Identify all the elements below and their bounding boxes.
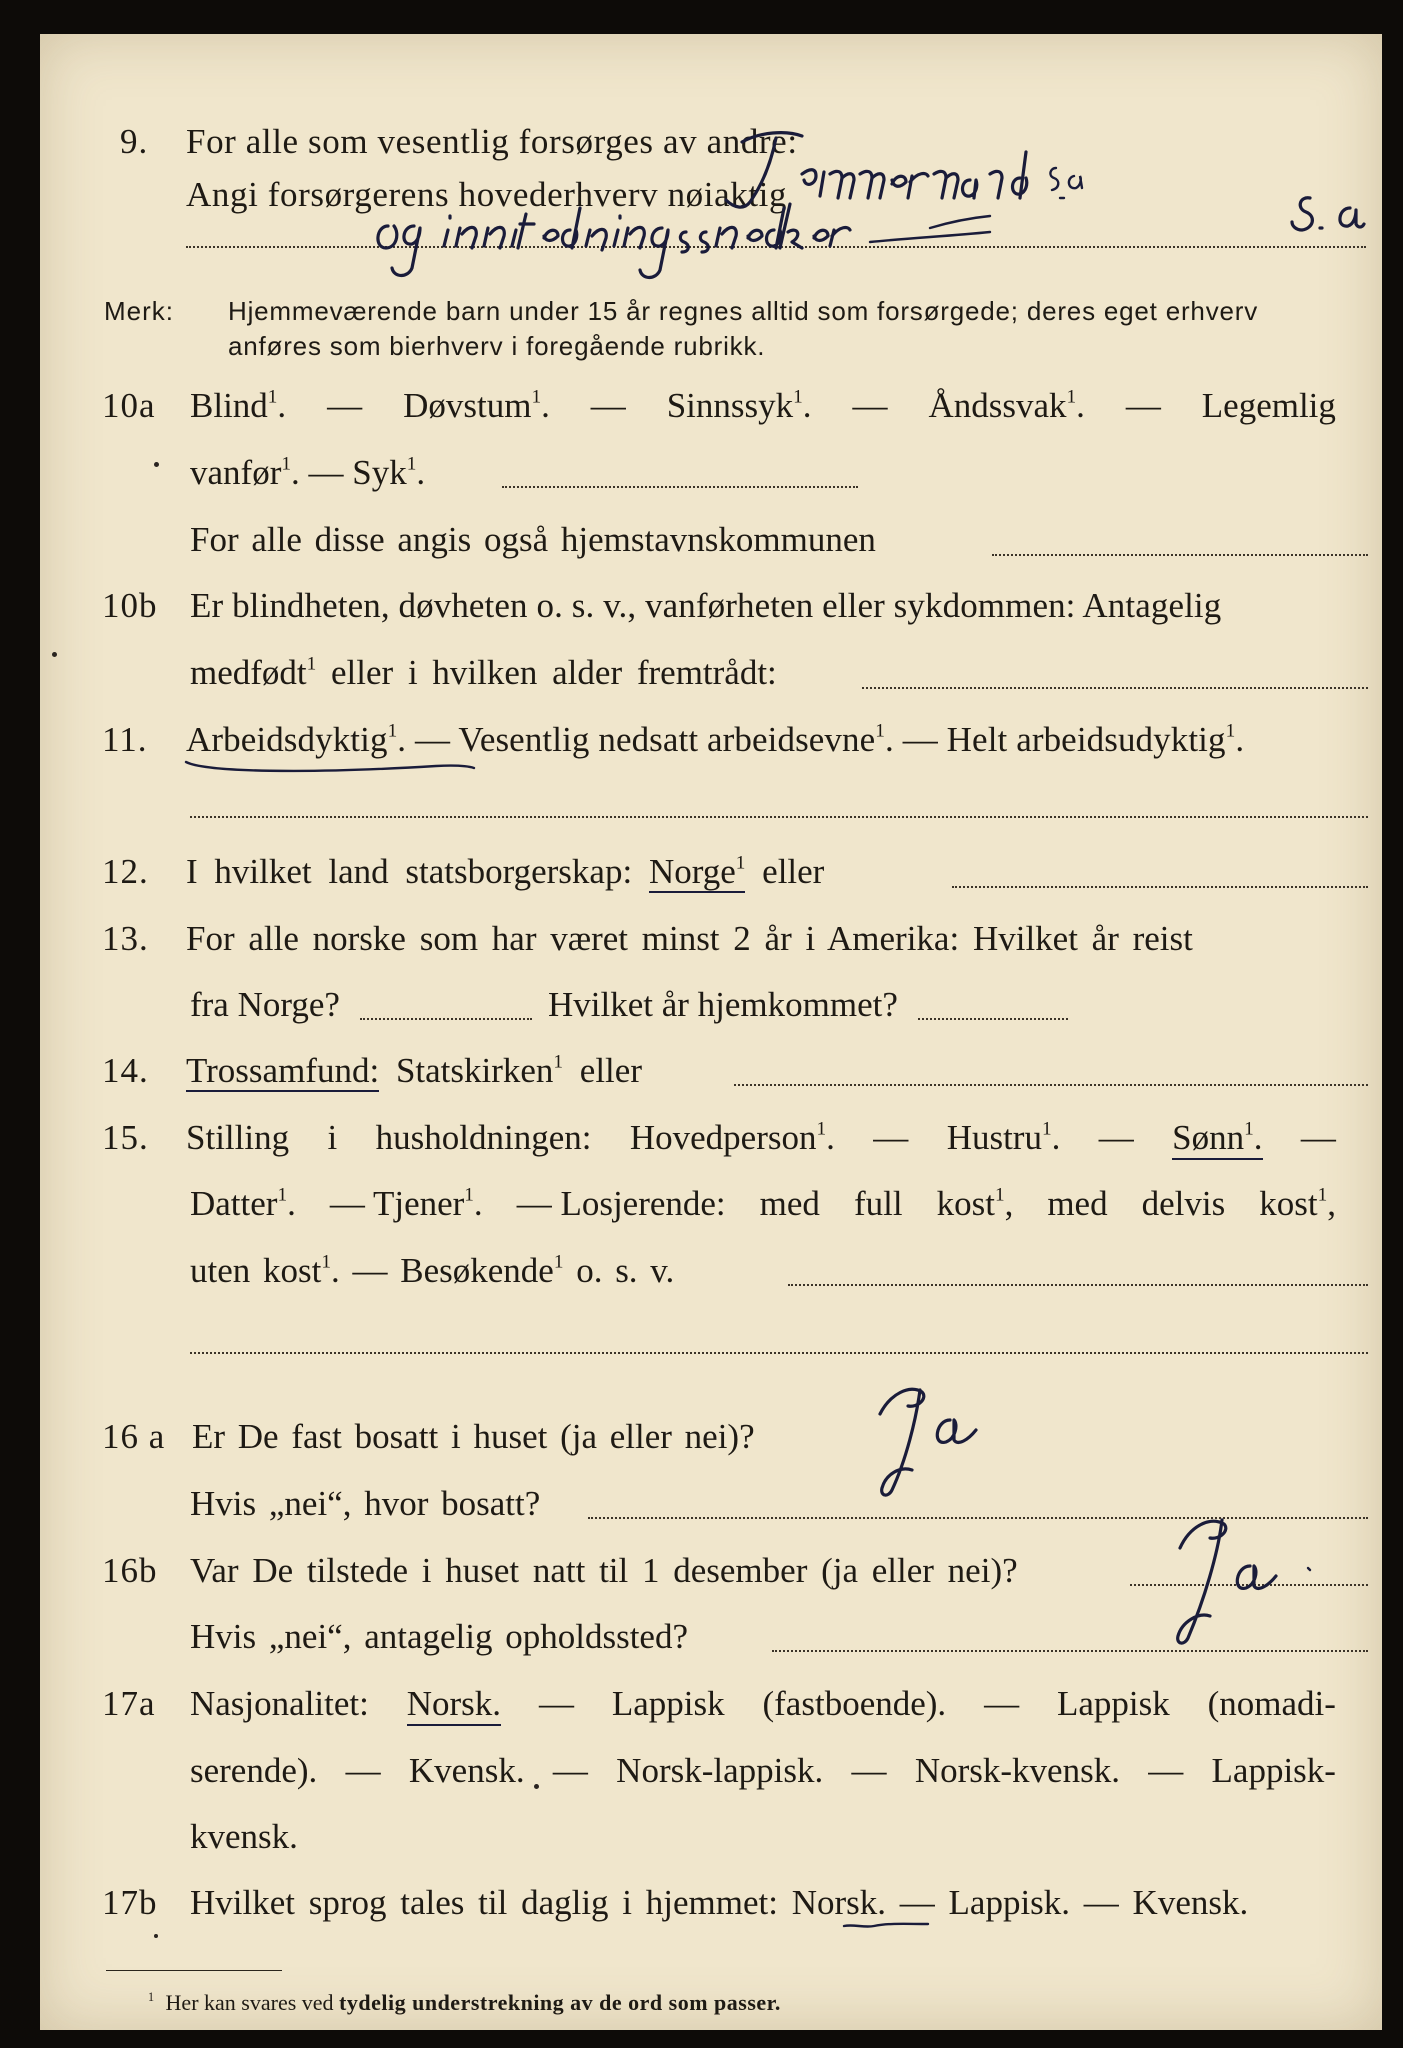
q10a-dovstum[interactable]: Døvstum$^1$.: [403, 386, 550, 425]
q17a-lappisk-kvensk-1[interactable]: Lappisk-: [1211, 1751, 1336, 1790]
q16b-line1: Var De tilstede i huset natt til 1 desember (ja eller nei)?: [190, 1551, 1018, 1590]
merk-line2: anføres som bierhverv i foregående rubrikk.: [228, 331, 766, 361]
q9-number: 9.: [120, 122, 149, 161]
q12-field[interactable]: [952, 886, 1368, 888]
q12-number: 12.: [102, 852, 149, 891]
q17b-number: 17b: [102, 1883, 158, 1922]
q10a-dash-3: —: [852, 386, 888, 425]
q10a-line2-field[interactable]: [502, 486, 858, 488]
q14-number: 14.: [102, 1051, 149, 1090]
q9-line1: For alle som vesentlig forsørges av andre:: [186, 122, 798, 161]
q17a-dash-6: —: [1148, 1751, 1184, 1790]
q11-nedsatt[interactable]: — Vesentlig nedsatt arbeidsevne$^1$.: [415, 720, 894, 759]
q17a-lappisk-1[interactable]: Lappisk: [611, 1684, 725, 1723]
q14-field[interactable]: [734, 1084, 1368, 1086]
q13-line2b: Hvilket år hjemkommet?: [548, 985, 898, 1024]
q17a-line3[interactable]: kvensk.: [190, 1817, 298, 1856]
q17a-number: 17a: [102, 1684, 156, 1723]
q14-line: [186, 1051, 642, 1091]
footnote-bold-text: tydelig understrekning av de ord som passer.: [339, 1990, 781, 2015]
q15-delvis: delvis: [1141, 1184, 1226, 1223]
ink-speck: [534, 1784, 539, 1789]
q16b-opholdssted-field[interactable]: [772, 1650, 1368, 1652]
q17a-kvensk[interactable]: Kvensk.: [408, 1751, 525, 1790]
q17b-question: Hvilket sprog tales til daglig i hjemmet:: [190, 1883, 778, 1922]
q16a-line2: Hvis „nei“, hvor bosatt?: [190, 1484, 541, 1523]
q10b-field[interactable]: [862, 687, 1368, 689]
q15-losjerende: — Losjerende:: [516, 1184, 726, 1223]
ink-speck: [154, 1934, 158, 1938]
q12-line: [186, 852, 824, 892]
q17a-dash-3: —: [345, 1751, 381, 1790]
q17a-norsk-kvensk[interactable]: Norsk-kvensk.: [914, 1751, 1120, 1790]
footnote-rule: [106, 1970, 282, 1971]
q10a-line3: For alle disse angis også hjemstavnskommunen: [190, 520, 876, 559]
q15-besokende[interactable]: — Besøkende$^1$: [352, 1251, 564, 1290]
q13-line1: For alle norske som har været minst 2 år i Amerika: Hvilket år reist: [186, 919, 1193, 958]
ink-speck: [52, 652, 57, 657]
q10a-dash-4: —: [1125, 386, 1161, 425]
q16a-number: 16 a: [102, 1417, 166, 1456]
q17a-lappisk-2[interactable]: Lappisk: [1056, 1684, 1170, 1723]
q10a-legemlig[interactable]: Legemlig: [1201, 386, 1336, 425]
q15-husholdningen: husholdningen:: [375, 1118, 592, 1157]
q10a-dash-2: —: [590, 386, 626, 425]
merk-line1: Hjemmeværende barn under 15 år regnes alltid som forsørgede; deres eget erhverv: [228, 296, 1259, 326]
q17a-nomadi: (nomadi-: [1207, 1684, 1336, 1723]
q15-med-1: med: [759, 1184, 820, 1223]
q10a-hjemstavn-field[interactable]: [992, 554, 1368, 556]
q15-full-kost[interactable]: kost$^1$,: [936, 1184, 1014, 1223]
footnote-text: Her kan svares ved: [165, 1990, 334, 2015]
q9-margin-note: [1280, 184, 1380, 249]
q15-full: full: [853, 1184, 903, 1223]
q17a-dash-2: —: [984, 1684, 1020, 1723]
q16b-number: 16b: [102, 1551, 158, 1590]
q12-eller: eller: [762, 852, 825, 891]
q15-med-2: med: [1047, 1184, 1108, 1223]
q11-line: [186, 720, 1244, 760]
q16a-line1: Er De fast bosatt i huset (ja eller nei)?: [192, 1417, 755, 1456]
q15-line2: [190, 1184, 1336, 1224]
q16b-handwritten-ja: [1120, 1484, 1320, 1669]
q15-blank-line[interactable]: [190, 1352, 1368, 1354]
q17a-dash-5: —: [851, 1751, 887, 1790]
q10a-line1: [190, 386, 1336, 426]
q12-norge[interactable]: Norge$^1$: [648, 852, 746, 891]
q17a-dash-4: —: [552, 1751, 588, 1790]
q17b-line: [190, 1883, 1248, 1923]
census-form-page: [40, 34, 1382, 2030]
q17a-norsk-lappisk[interactable]: Norsk-lappisk.: [616, 1751, 824, 1790]
q11-blank-line[interactable]: [190, 816, 1368, 818]
q15-osv: o. s. v.: [576, 1251, 675, 1290]
q10b-number: 10b: [102, 586, 158, 625]
q11-udyktig[interactable]: — Helt arbeidsudyktig$^1$.: [902, 720, 1245, 759]
q15-hovedperson[interactable]: Hovedperson$^1$.: [629, 1118, 835, 1157]
q15-i: i: [327, 1118, 338, 1157]
q10a-andssvak[interactable]: Åndssvak$^1$.: [928, 386, 1085, 425]
q13-hjemkommet-field[interactable]: [918, 1018, 1068, 1020]
q17a-line1: [190, 1684, 1336, 1726]
q17a-norsk[interactable]: Norsk.: [407, 1684, 501, 1726]
q15-datter[interactable]: Datter$^1$.: [190, 1184, 296, 1223]
q10a-blind[interactable]: Blind$^1$.: [190, 386, 287, 425]
ink-speck: [154, 462, 159, 467]
q10b-line1: Er blindheten, døvheten o. s. v., vanførheten eller sykdommen: Antagelig: [190, 586, 1222, 625]
merk-label: Merk:: [104, 296, 174, 326]
q15-sonn[interactable]: Sønn$^1$.: [1172, 1118, 1262, 1160]
q15-uten-kost[interactable]: uten kost$^1$.: [190, 1251, 340, 1290]
q15-line1: [186, 1118, 1336, 1160]
q9-line2: Angi forsørgerens hovederhverv nøiaktig: [186, 175, 788, 214]
q15-hustru[interactable]: Hustru$^1$.: [946, 1118, 1061, 1157]
q10a-sinnssyk[interactable]: Sinnssyk$^1$.: [666, 386, 812, 425]
q14-eller: eller: [579, 1051, 642, 1090]
q17a-serende: serende).: [190, 1751, 318, 1790]
q17b-norsk[interactable]: Norsk.: [791, 1883, 887, 1922]
q15-dash-3: —: [1300, 1118, 1336, 1157]
q9-answer-line[interactable]: [186, 246, 1366, 248]
q17a-line2: [190, 1751, 1336, 1791]
footnote-mark: 1: [148, 1989, 155, 2004]
q17a-nasjonalitet: Nasjonalitet:: [190, 1684, 369, 1723]
q15-number: 15.: [102, 1118, 149, 1157]
q14-statskirken[interactable]: Statskirken$^1$: [395, 1051, 564, 1090]
q11-arbeidsdyktig[interactable]: Arbeidsdyktig$^1$.: [186, 720, 407, 759]
q17a-dash-1: —: [538, 1684, 574, 1723]
q16b-line2: Hvis „nei“, antagelig opholdssted?: [190, 1617, 688, 1656]
q10a-number: 10a: [102, 386, 156, 425]
q10a-line2: [190, 453, 425, 493]
q15-stilling: Stilling: [186, 1118, 290, 1157]
q16a-handwritten-ja: [840, 1364, 1040, 1519]
footnote: [148, 1990, 781, 2016]
q10b-medfodt[interactable]: medfødt$^1$: [190, 653, 317, 692]
q15-dash-2: —: [1098, 1118, 1134, 1157]
q17a-fastboende: (fastboende).: [762, 1684, 947, 1723]
q14-trossamfund: Trossamfund:: [186, 1051, 380, 1090]
q10a-vanfor[interactable]: vanfør$^1$.: [190, 453, 300, 492]
q12-question: I hvilket land statsborgerskap:: [186, 852, 633, 891]
q13-line2a: fra Norge?: [190, 985, 340, 1024]
q11-number: 11.: [102, 720, 148, 759]
q10a-dash-1: —: [327, 386, 363, 425]
q10a-syk[interactable]: — Syk$^1$.: [308, 453, 426, 492]
q13-number: 13.: [102, 919, 149, 958]
q16a-field[interactable]: [588, 1517, 1368, 1519]
q15-line3: [190, 1251, 674, 1291]
q10b-alder-text: eller i hvilken alder fremtrådt:: [331, 653, 777, 692]
q13-reist-field[interactable]: [360, 1018, 532, 1020]
q15-delvis-kost[interactable]: kost$^1$,: [1259, 1184, 1336, 1223]
q15-tjener[interactable]: — Tjener$^1$.: [329, 1184, 483, 1223]
q16b-field[interactable]: [1130, 1584, 1368, 1586]
q17b-rest: — Lappisk. — Kvensk.: [899, 1883, 1249, 1922]
q15-field[interactable]: [788, 1284, 1368, 1286]
q10b-line2: [190, 653, 777, 693]
q15-dash-1: —: [873, 1118, 909, 1157]
